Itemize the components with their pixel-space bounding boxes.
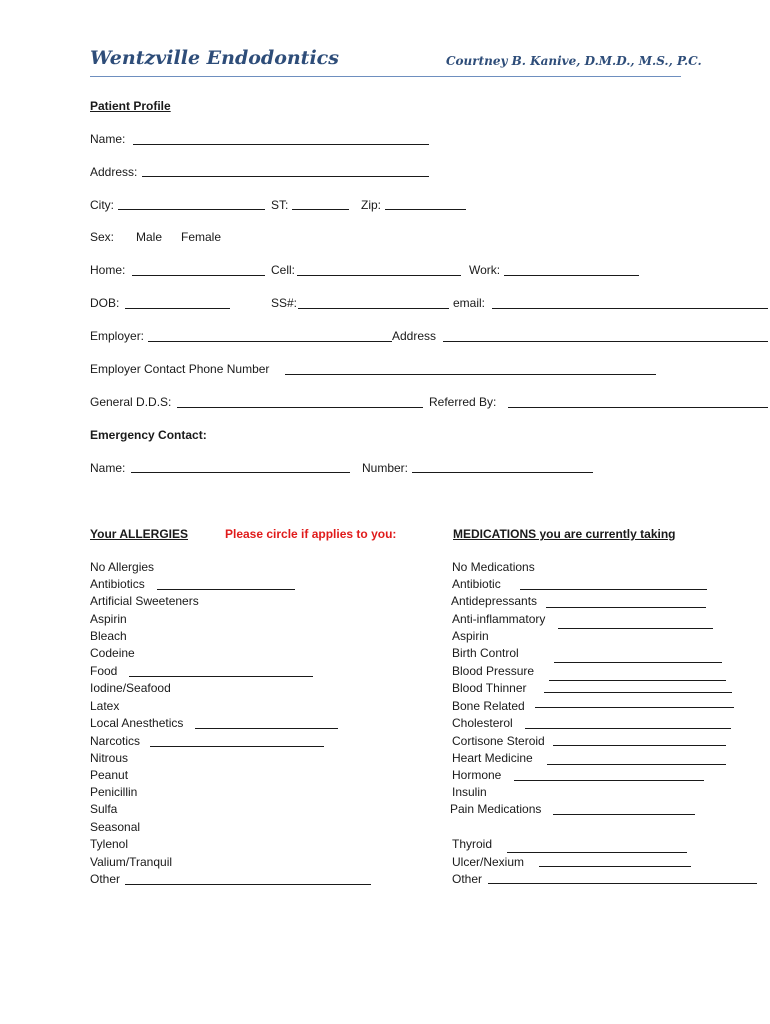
allergy-item[interactable]: Peanut <box>90 768 129 782</box>
medication-heart-medicine-field[interactable] <box>547 764 726 765</box>
medication-item[interactable]: Antidepressants <box>451 594 538 608</box>
medication-other-field[interactable] <box>488 883 757 884</box>
allergy-antibiotics-field[interactable] <box>157 589 295 590</box>
medications-heading: MEDICATIONS you are currently taking <box>453 527 676 541</box>
allergy-item[interactable]: Aspirin <box>90 612 127 626</box>
ssn-field[interactable] <box>298 308 449 309</box>
employer-address-label: Address <box>392 329 437 343</box>
medication-thyroid-field[interactable] <box>507 852 687 853</box>
name-field[interactable] <box>133 144 429 145</box>
medication-item[interactable]: Cortisone Steroid <box>452 734 545 748</box>
medication-item[interactable]: Pain Medications <box>450 802 542 816</box>
employer-address-field[interactable] <box>443 341 768 342</box>
allergy-item[interactable]: Food <box>90 664 118 678</box>
allergy-item[interactable]: Penicillin <box>90 785 138 799</box>
allergy-item[interactable]: Latex <box>90 699 120 713</box>
patient-profile-heading: Patient Profile <box>90 99 171 113</box>
name-label: Name: <box>90 132 126 146</box>
medication-cholesterol-field[interactable] <box>525 728 731 729</box>
medication-antidepressants-field[interactable] <box>546 607 706 608</box>
allergy-item[interactable]: No Allergies <box>90 560 155 574</box>
medication-ulcer-field[interactable] <box>539 866 691 867</box>
allergy-local-anesthetics-field[interactable] <box>195 728 338 729</box>
address-field[interactable] <box>142 176 429 177</box>
referred-by-label: Referred By: <box>429 395 497 409</box>
medication-pain-field[interactable] <box>553 814 695 815</box>
cell-phone-label: Cell: <box>271 263 296 277</box>
allergy-item[interactable]: Narcotics <box>90 734 141 748</box>
medication-hormone-field[interactable] <box>514 780 704 781</box>
allergy-item[interactable]: Bleach <box>90 629 127 643</box>
referred-by-field[interactable] <box>508 407 768 408</box>
allergies-heading: Your ALLERGIES <box>90 527 189 541</box>
allergy-item[interactable]: Artificial Sweeteners <box>90 594 199 608</box>
ssn-label: SS#: <box>271 296 298 310</box>
employer-field[interactable] <box>148 341 392 342</box>
allergy-item[interactable]: Sulfa <box>90 802 118 816</box>
medication-item[interactable]: Hormone <box>452 768 502 782</box>
home-phone-field[interactable] <box>132 275 265 276</box>
dob-label: DOB: <box>90 296 120 310</box>
address-label: Address: <box>90 165 138 179</box>
medication-item[interactable]: Anti-inflammatory <box>452 612 546 626</box>
medication-item[interactable]: Thyroid <box>452 837 493 851</box>
emergency-number-field[interactable] <box>412 472 593 473</box>
sex-option-female[interactable]: Female <box>181 230 222 244</box>
allergy-item[interactable]: Local Anesthetics <box>90 716 184 730</box>
allergy-item[interactable]: Seasonal <box>90 820 141 834</box>
medication-item[interactable]: Heart Medicine <box>452 751 533 765</box>
medication-bone-related-field[interactable] <box>535 707 734 708</box>
email-field[interactable] <box>492 308 768 309</box>
allergy-item[interactable]: Codeine <box>90 646 135 660</box>
sex-label: Sex: <box>90 230 115 244</box>
allergy-item[interactable]: Antibiotics <box>90 577 145 591</box>
work-phone-field[interactable] <box>504 275 639 276</box>
city-field[interactable] <box>118 209 265 210</box>
home-phone-label: Home: <box>90 263 126 277</box>
sex-option-male[interactable]: Male <box>136 230 163 244</box>
allergy-other-field[interactable] <box>125 884 371 885</box>
zip-field[interactable] <box>385 209 466 210</box>
medication-item[interactable]: Cholesterol <box>452 716 513 730</box>
medication-item[interactable]: Antibiotic <box>452 577 501 591</box>
state-field[interactable] <box>292 209 349 210</box>
cell-phone-field[interactable] <box>297 275 461 276</box>
medication-item[interactable]: No Medications <box>452 560 535 574</box>
general-dds-field[interactable] <box>177 407 423 408</box>
allergy-narcotics-field[interactable] <box>150 746 324 747</box>
employer-phone-field[interactable] <box>285 374 656 375</box>
medication-antibiotic-field[interactable] <box>520 589 707 590</box>
allergy-food-field[interactable] <box>129 676 313 677</box>
allergy-item[interactable]: Other <box>90 872 121 886</box>
emergency-name-field[interactable] <box>131 472 350 473</box>
header-divider <box>90 76 681 77</box>
medication-cortisone-steroid-field[interactable] <box>553 745 726 746</box>
circle-instruction: Please circle if applies to you: <box>225 527 397 541</box>
practice-name: Wentzville Endodontics <box>90 47 339 69</box>
employer-phone-label: Employer Contact Phone Number <box>90 362 270 376</box>
medication-item[interactable]: Insulin <box>452 785 487 799</box>
medication-anti-inflammatory-field[interactable] <box>558 628 713 629</box>
employer-label: Employer: <box>90 329 145 343</box>
emergency-contact-heading: Emergency Contact: <box>90 428 207 442</box>
zip-label: Zip: <box>361 198 382 212</box>
medication-birth-control-field[interactable] <box>554 662 722 663</box>
allergy-item[interactable]: Valium/Tranquil <box>90 855 173 869</box>
medication-blood-thinner-field[interactable] <box>544 692 732 693</box>
work-phone-label: Work: <box>469 263 501 277</box>
allergy-item[interactable]: Nitrous <box>90 751 129 765</box>
emergency-number-label: Number: <box>362 461 409 475</box>
medication-item[interactable]: Bone Related <box>452 699 525 713</box>
allergy-item[interactable]: Tylenol <box>90 837 129 851</box>
allergy-item[interactable]: Iodine/Seafood <box>90 681 171 695</box>
medication-blood-pressure-field[interactable] <box>549 680 726 681</box>
doctor-name: Courtney B. Kanive, D.M.D., M.S., P.C. <box>446 54 702 68</box>
medication-item[interactable]: Blood Thinner <box>452 681 527 695</box>
emergency-name-label: Name: <box>90 461 126 475</box>
state-label: ST: <box>271 198 289 212</box>
medication-item[interactable]: Birth Control <box>452 646 519 660</box>
medication-item[interactable]: Other <box>452 872 483 886</box>
medication-item[interactable]: Blood Pressure <box>452 664 535 678</box>
dob-field[interactable] <box>125 308 230 309</box>
medication-item[interactable]: Aspirin <box>452 629 489 643</box>
email-label: email: <box>453 296 486 310</box>
general-dds-label: General D.D.S: <box>90 395 172 409</box>
city-label: City: <box>90 198 114 212</box>
medication-item[interactable]: Ulcer/Nexium <box>452 855 525 869</box>
